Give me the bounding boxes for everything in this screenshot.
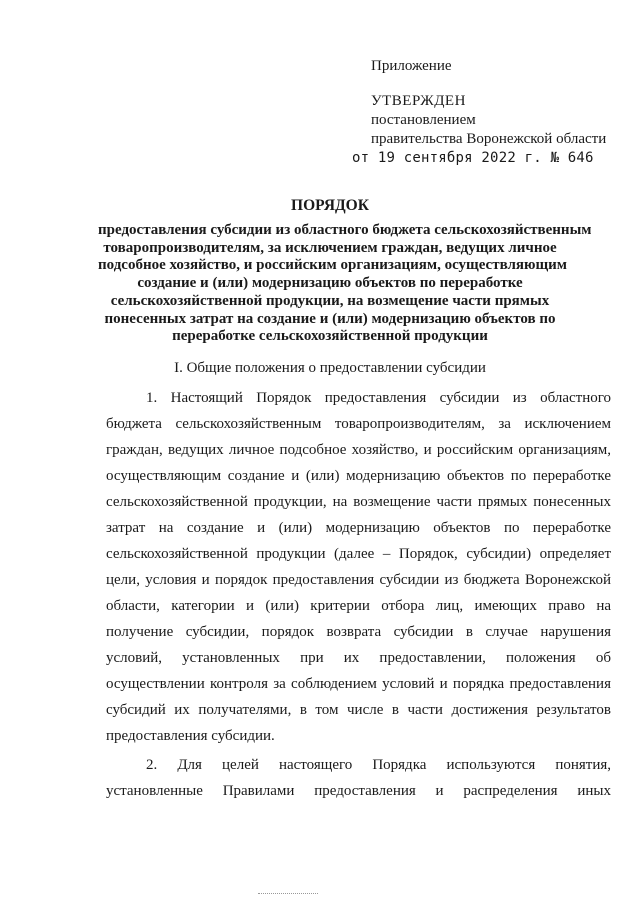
appendix-label: Приложение bbox=[371, 58, 452, 74]
subtitle-line: товаропроизводителям, за исключением граждан, ведущих личное bbox=[103, 239, 557, 256]
subtitle-line: предоставления субсидии из областного бюджета сельскохозяйственным bbox=[98, 222, 592, 238]
paragraph-line: получение субсидии, порядок возврата субсидии в случае нарушения bbox=[106, 624, 611, 640]
subtitle-line: сельскохозяйственной продукции, на возмещение части прямых bbox=[110, 292, 550, 309]
paragraph-line: 1. Настоящий Порядок предоставления субсидии из областного bbox=[146, 390, 611, 406]
paragraph-line: граждан, ведущих личное подсобное хозяйство, и российским организациям, bbox=[106, 442, 611, 458]
approved-label: УТВЕРЖДЕН bbox=[371, 93, 466, 109]
scan-artifact-divider bbox=[258, 893, 318, 896]
paragraph-line: предоставления субсидии. bbox=[106, 728, 275, 744]
subtitle-line: создание и (или) модернизацию объектов по переработке bbox=[137, 275, 523, 292]
paragraph-line: сельскохозяйственной продукции, на возмещение части прямых понесенных bbox=[106, 494, 611, 510]
approved-authority-line: правительства Воронежской области bbox=[371, 131, 607, 147]
paragraph-line: бюджета сельскохозяйственным товаропроизводителям, за исключением bbox=[106, 416, 611, 432]
paragraph-line: установленные Правилами предоставления и распределения иных bbox=[106, 783, 611, 799]
paragraph-line: субсидий их получателями, в том числе в части достижения результатов bbox=[106, 702, 611, 718]
paragraph-line: условий, установленных при их предоставлении, положения об bbox=[106, 650, 611, 666]
paragraph-line: затрат на создание и (или) модернизацию объектов по переработке bbox=[106, 520, 611, 536]
subtitle-line: подсобное хозяйство, и российским организациям, осуществляющим bbox=[98, 257, 567, 274]
approval-date-number: от 19 сентября 2022 г. № 646 bbox=[352, 150, 594, 166]
paragraph-line: сельскохозяйственной продукции (далее – Порядок, субсидии) определяет bbox=[106, 546, 611, 562]
paragraph-line: области, категории и (или) критерии отбора лиц, имеющих право на bbox=[106, 598, 611, 614]
paragraph-line: осуществлении контроля за соблюдением условий и порядка предоставления bbox=[106, 676, 611, 692]
paragraph-line: цели, условия и порядок предоставления субсидии из бюджета Воронежской bbox=[106, 572, 611, 588]
approved-by-line: постановлением bbox=[371, 112, 476, 128]
paragraph-line: 2. Для целей настоящего Порядка используются понятия, bbox=[146, 757, 611, 773]
approval-block bbox=[352, 92, 607, 168]
document-subtitle bbox=[98, 222, 592, 346]
document-title: ПОРЯДОК bbox=[291, 197, 369, 214]
subtitle-line: понесенных затрат на создание и (или) модернизацию объектов по bbox=[104, 310, 556, 327]
paragraph-line: осуществляющим создание и (или) модернизацию объектов по переработке bbox=[106, 468, 611, 484]
section-heading: I. Общие положения о предоставлении субсидии bbox=[174, 360, 486, 376]
subtitle-line: переработке сельскохозяйственной продукции bbox=[172, 328, 488, 345]
